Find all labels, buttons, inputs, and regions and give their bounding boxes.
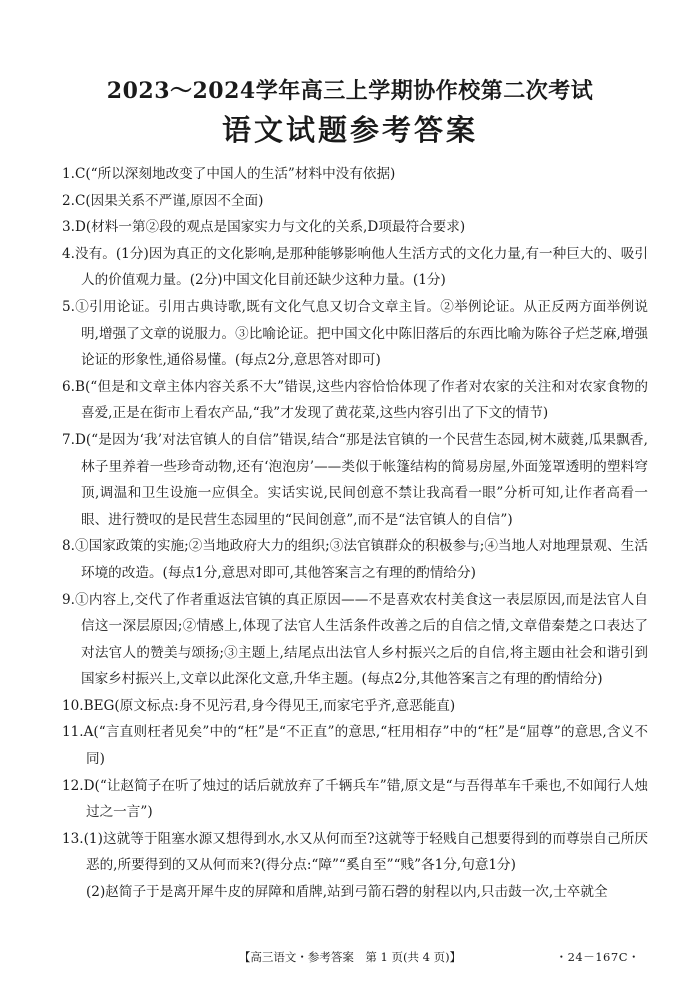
answer-item-3: 3.D(材料一第②段的观点是国家实力与文化的关系,D项最符合要求) <box>62 219 466 236</box>
answer-item-6: 6.B(“但是和文章主体内容关系不大”错误,这些内容恰恰体现了作者对农家的关注和对农家食物的喜爱,正是在街市上看农产品,“我”才发现了黄花菜,这些内容引出了下文的情节) <box>62 378 648 422</box>
answer-item-2: 2.C(因果关系不严谨,原因不全面) <box>62 192 264 209</box>
footer-page-info: 【高三语文・参考答案 第 1 页(共 4 页)】 <box>238 950 462 964</box>
answer-item-10: 10.BEG(原文标点:身不见污君,身今得见王,而家宅乎齐,意恶能直) <box>62 697 456 714</box>
answer-list <box>62 161 648 906</box>
answer-item-7: 7.D(“是因为‘我’对法官镇人的自信”错误,结合“那是法官镇的一个民营生态园,树木葳蕤,瓜果飘香,林子里养着一些珍奇动物,还有‘泡泡房’——类似于帐篷结构的简易房屋,外面笼罩透明的塑料穹顶,调温和卫生设施一应俱全。实话实说,民间创意不禁让我高看一眼”分析可知,让作者高看一眼、进行赞叹的是民营生态园里的“民间创意”,而不是“法官镇人的自信”) <box>62 431 648 528</box>
answer-key-title: 语文试题参考答案 <box>221 113 478 147</box>
answer-item-13-part2: (2)赵简子于是离开犀牛皮的屏障和盾牌,站到弓箭石磬的射程以内,只击鼓一次,士卒就全 <box>86 884 608 901</box>
footer-code: ・24－167C・ <box>555 950 640 964</box>
answer-item-13-part1: 13.(1)这就等于阻塞水源又想得到水,水又从何而至?这就等于轻贱自己想要得到的而尊崇自己所厌恶的,所要得到的又从何而来?(得分点:“障”“奚自至”“贱”各1分,句意1分) <box>62 830 648 874</box>
exam-title: 2023～2024学年高三上学期协作校第二次考试 <box>106 78 594 104</box>
answer-item-1: 1.C(“所以深刻地改变了中国人的生活”材料中没有依据) <box>62 166 396 182</box>
answer-item-8: 8.①国家政策的实施;②当地政府大力的组织;③法官镇群众的积极参与;④当地人对地理景观、生活环境的改造。(每点1分,意思对即可,其他答案言之有理的酌情给分) <box>62 538 648 581</box>
answer-item-5: 5.①引用论证。引用古典诗歌,既有文化气息又切合文章主旨。②举例论证。从正反两方面举例说明,增强了文章的说服力。③比喻论证。把中国文化中陈旧落后的东西比喻为陈谷子烂芝麻,增强论证的形象性,通俗易懂。(每点2分,意思答对即可) <box>62 298 648 369</box>
answer-item-12: 12.D(“让赵简子在听了烛过的话后就放弃了千辆兵车”错,原文是“与吾得革车千乘也,不如闻行人烛过之一言”) <box>62 777 648 821</box>
answer-item-11: 11.A(“言直则枉者见矣”中的“枉”是“不正直”的意思,“枉用相存”中的“枉”是“屈尊”的意思,含义不同) <box>62 724 648 768</box>
page-footer <box>0 947 700 967</box>
answer-item-4: 4.没有。(1分)因为真正的文化影响,是那种能够影响他人生活方式的文化力量,有一种巨大的、吸引人的价值观力量。(2分)中国文化目前还缺少这种力量。(1分) <box>62 245 648 289</box>
answer-item-9: 9.①内容上,交代了作者重返法官镇的真正原因——不是喜欢农村美食这一表层原因,而是法官人自信这一深层原因;②情感上,体现了法官人生活条件改善之后的自信之情,文章借秦楚之口表达了对法官人的赞美与颂扬;③主题上,结尾点出法官人乡村振兴之后的自信,将主题由社会和谐引到国家乡村振兴上,文章以此深化文意,升华主题。(每点2分,其他答案言之有理的酌情给分) <box>62 591 648 688</box>
